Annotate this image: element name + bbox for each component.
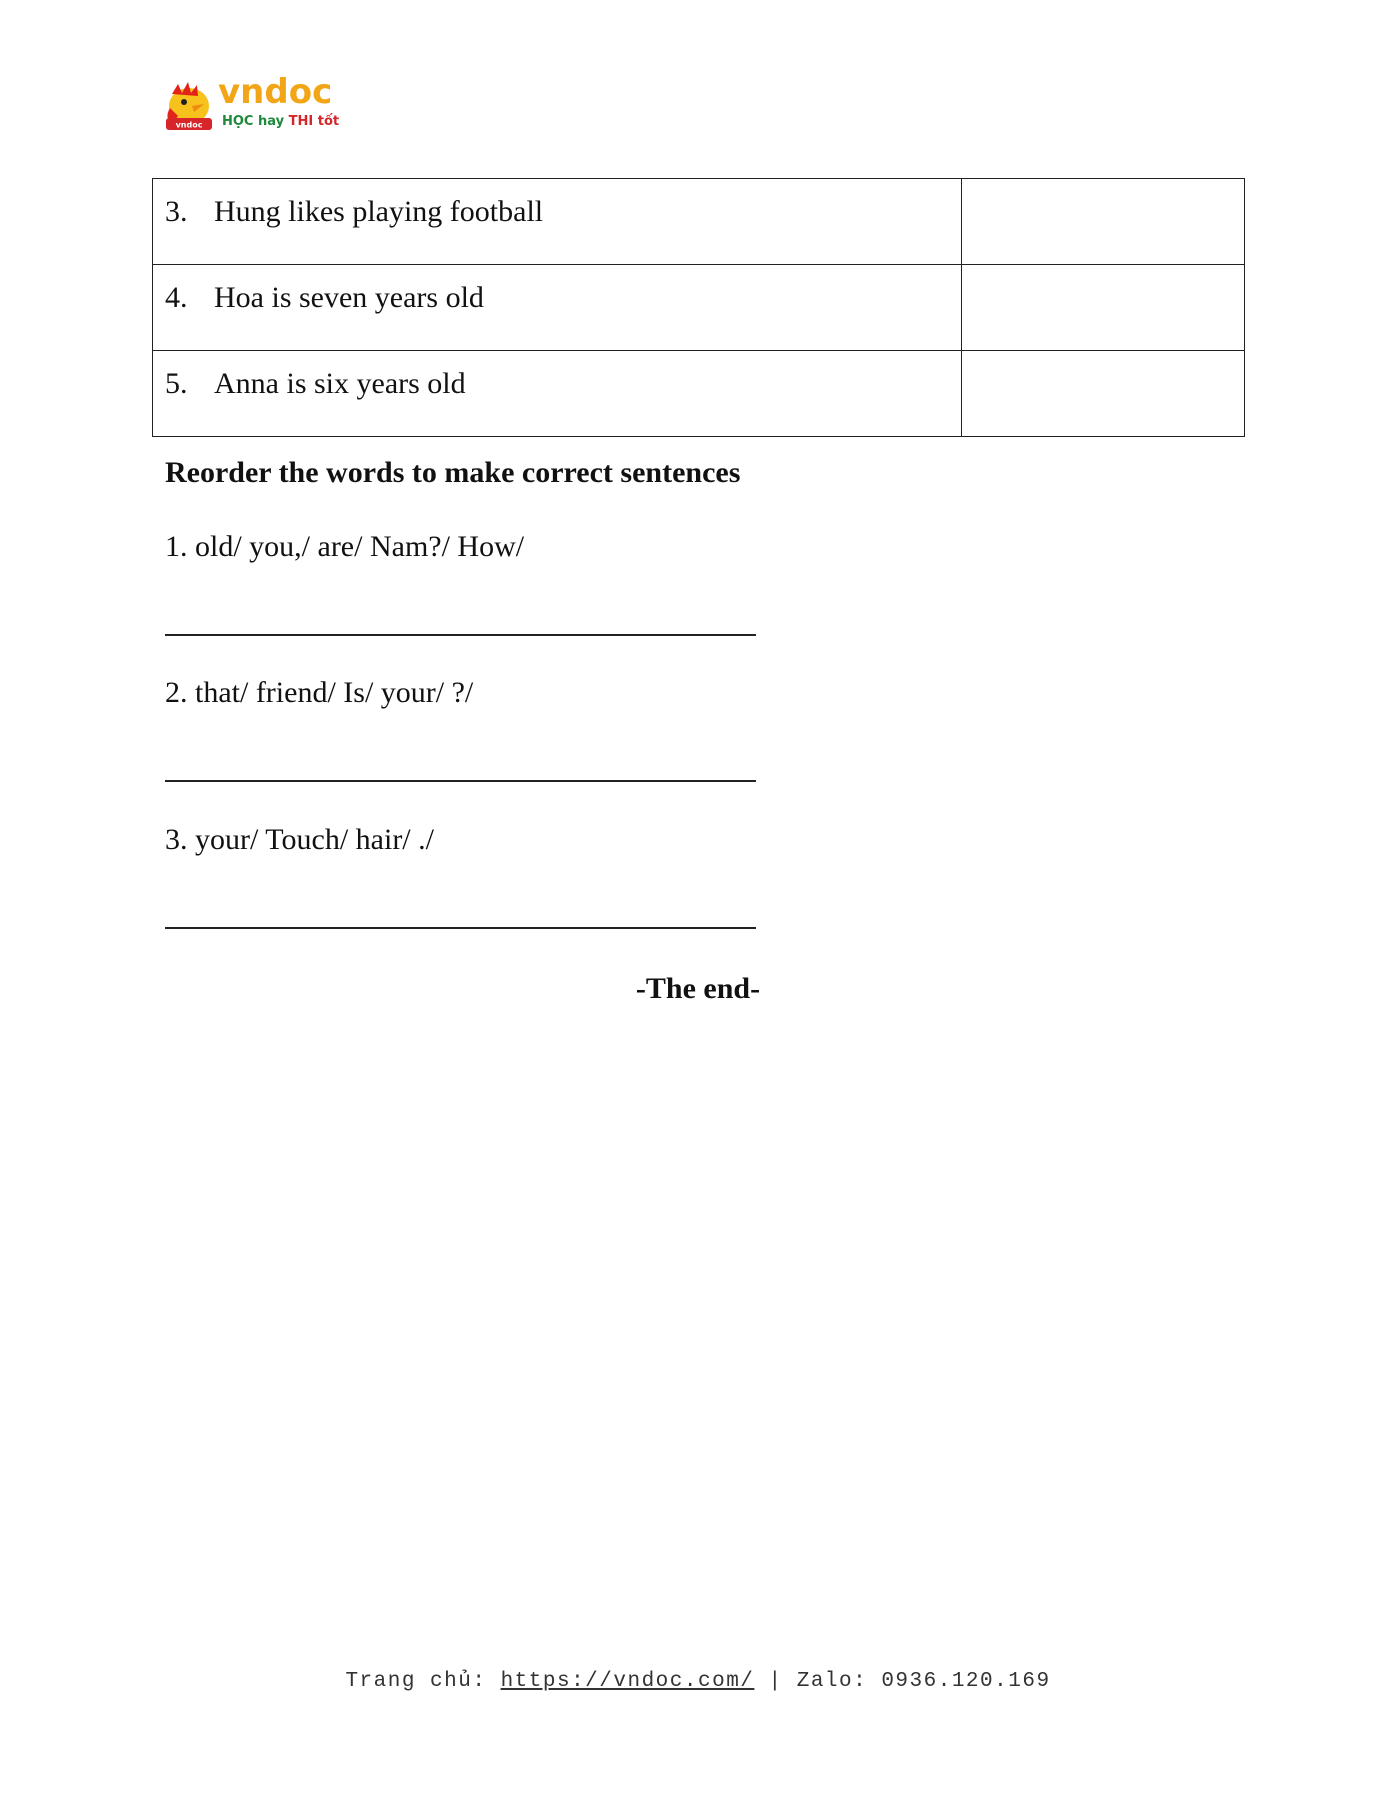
mascot-icon xyxy=(162,80,218,134)
question-3: 3. your/ Touch/ hair/ ./ xyxy=(165,823,434,856)
section-heading: Reorder the words to make correct sentences xyxy=(165,456,741,489)
tagline xyxy=(222,114,339,129)
statement-text: Anna is six years old xyxy=(214,367,466,400)
badge-text: vndoc xyxy=(175,120,203,130)
statement-cell xyxy=(153,265,962,351)
footer-prefix: Trang chủ: xyxy=(345,1670,501,1693)
footer xyxy=(0,1670,1396,1693)
row-number: 5. xyxy=(165,367,188,400)
footer-suffix: | Zalo: 0936.120.169 xyxy=(754,1670,1051,1693)
statement-cell xyxy=(153,351,962,437)
tagline-part1: HỌC hay xyxy=(222,114,289,129)
statement-text: Hoa is seven years old xyxy=(214,281,484,314)
question-1: 1. old/ you,/ are/ Nam?/ How/ xyxy=(165,530,525,563)
vndoc-logo xyxy=(162,72,342,138)
answer-cell[interactable] xyxy=(962,265,1245,351)
table-row xyxy=(153,351,1245,437)
answer-line-2[interactable] xyxy=(165,780,756,782)
answer-cell[interactable] xyxy=(962,351,1245,437)
answer-line-3[interactable] xyxy=(165,927,756,929)
answer-table xyxy=(152,178,1245,437)
question-2: 2. that/ friend/ Is/ your/ ?/ xyxy=(165,676,474,709)
table-row xyxy=(153,179,1245,265)
statement-cell xyxy=(153,179,962,265)
the-end: -The end- xyxy=(635,972,761,1005)
tagline-part2: THI tốt xyxy=(288,114,340,129)
brand-name: vndoc xyxy=(218,72,333,112)
answer-line-1[interactable] xyxy=(165,634,756,636)
table-row xyxy=(153,265,1245,351)
row-number: 3. xyxy=(165,195,188,228)
home-link[interactable]: https://vndoc.com/ xyxy=(500,1670,755,1693)
statement-text: Hung likes playing football xyxy=(214,195,544,228)
row-number: 4. xyxy=(165,281,188,314)
answer-cell[interactable] xyxy=(962,179,1245,265)
